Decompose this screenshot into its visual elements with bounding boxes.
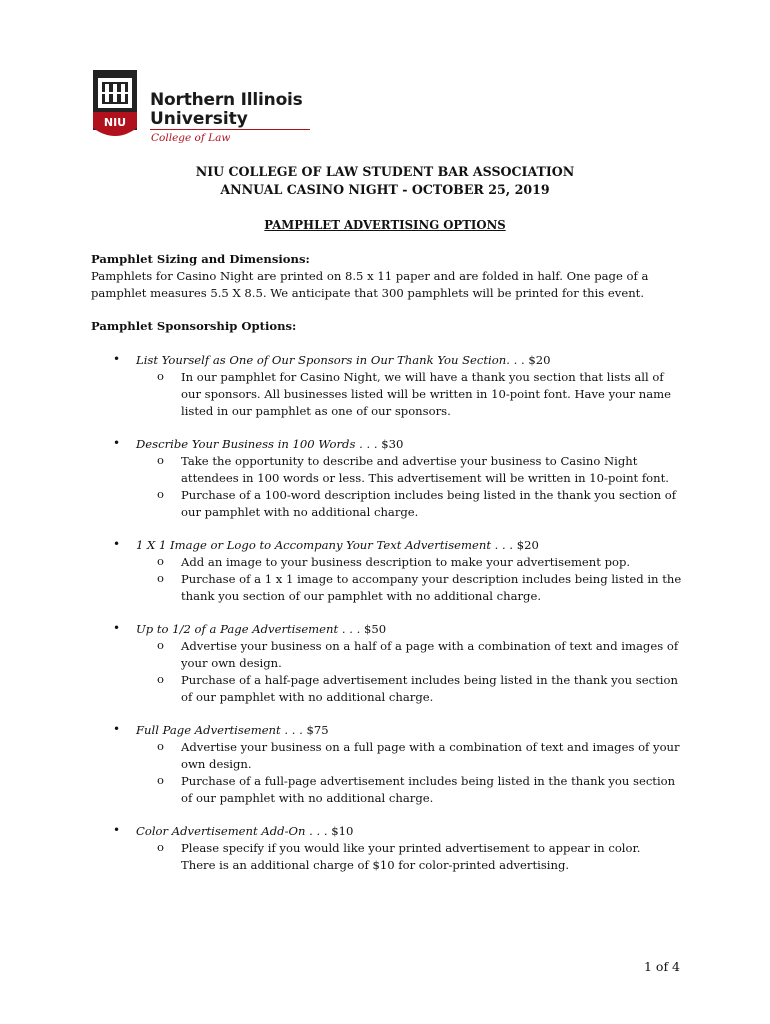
logo-divider xyxy=(150,129,310,130)
option-price: $20 xyxy=(524,353,551,367)
option-6-sub-1-line-1: Please specify if you would like your printed advertisement to appear in color. xyxy=(181,841,641,855)
option-title-text: Full Page Advertisement . . . xyxy=(136,723,303,737)
logo-line-1: Northern Illinois xyxy=(150,90,303,110)
sub-bullet-icon: o xyxy=(157,453,164,467)
option-1-sub-1-line-3: listed in our pamphlet as one of our sponsors. xyxy=(181,404,451,418)
document-subtitle: PAMPHLET ADVERTISING OPTIONS xyxy=(264,218,506,232)
bullet-icon: • xyxy=(113,537,121,551)
logo-line-3: College of Law xyxy=(151,132,231,144)
option-4-sub-1-line-2: your own design. xyxy=(181,656,282,670)
option-1-sub-1-line-2: our sponsors. All businesses listed will be written in 10-point font. Have your name xyxy=(181,387,672,401)
niu-tower-emblem xyxy=(90,70,146,142)
option-title-text: Describe Your Business in 100 Words . . . xyxy=(136,437,378,451)
option-6-title xyxy=(136,823,353,840)
bullet-icon: • xyxy=(113,352,121,366)
option-title-text: Color Advertisement Add-On . . . xyxy=(136,824,328,838)
document-title-line-2: ANNUAL CASINO NIGHT - OCTOBER 25, 2019 xyxy=(220,182,550,197)
option-5-title xyxy=(136,722,329,739)
option-6-sub-1-line-2: There is an additional charge of $10 for color-printed advertising. xyxy=(181,858,570,872)
bullet-icon: • xyxy=(113,722,121,736)
option-5-sub-1-line-1: Advertise your business on a full page with a combination of text and images of your xyxy=(181,740,680,754)
sub-bullet-icon: o xyxy=(157,487,164,501)
niu-logo xyxy=(90,70,320,148)
option-1-title xyxy=(136,352,550,369)
option-3-sub-2-line-1: Purchase of a 1 x 1 image to accompany your description includes being listed in the xyxy=(181,572,682,586)
option-price: $75 xyxy=(302,723,329,737)
sub-bullet-icon: o xyxy=(157,554,164,568)
option-2-sub-1-line-1: Take the opportunity to describe and advertise your business to Casino Night xyxy=(181,454,638,468)
option-2-sub-2-line-2: our pamphlet with no additional charge. xyxy=(181,505,419,519)
sub-bullet-icon: o xyxy=(157,369,164,383)
sub-bullet-icon: o xyxy=(157,739,164,753)
option-3-title xyxy=(136,537,539,554)
option-4-sub-2-line-2: of our pamphlet with no additional charge. xyxy=(181,690,434,704)
option-1-sub-1-line-1: In our pamphlet for Casino Night, we will have a thank you section that lists all of xyxy=(181,370,664,384)
option-2-sub-1-line-2: attendees in 100 words or less. This advertisement will be written in 10-point font. xyxy=(181,471,669,485)
sizing-text-line-1: Pamphlets for Casino Night are printed on 8.5 x 11 paper and are folded in half. One page of a xyxy=(91,269,649,283)
bullet-icon: • xyxy=(113,436,121,450)
option-5-sub-2-line-1: Purchase of a full-page advertisement includes being listed in the thank you section xyxy=(181,774,676,788)
sub-bullet-icon: o xyxy=(157,773,164,787)
option-5-sub-1-line-2: own design. xyxy=(181,757,252,771)
option-title-text: List Yourself as One of Our Sponsors in Our Thank You Section. . . xyxy=(136,353,525,367)
option-price: $20 xyxy=(513,538,539,552)
sub-bullet-icon: o xyxy=(157,571,164,585)
sizing-text-line-2: pamphlet measures 5.5 X 8.5. We anticipate that 300 pamphlets will be printed for this event. xyxy=(91,286,645,300)
logo-line-2: University xyxy=(150,109,248,129)
option-3-sub-2-line-2: thank you section of our pamphlet with no additional charge. xyxy=(181,589,542,603)
document-title-line-1: NIU COLLEGE OF LAW STUDENT BAR ASSOCIATION xyxy=(195,164,575,179)
option-4-title xyxy=(136,621,386,638)
option-4-sub-1-line-1: Advertise your business on a half of a page with a combination of text and images of xyxy=(181,639,679,653)
option-price: $10 xyxy=(327,824,354,838)
sub-bullet-icon: o xyxy=(157,638,164,652)
bullet-icon: • xyxy=(113,621,121,635)
svg-text:NIU: NIU xyxy=(103,116,127,129)
sub-bullet-icon: o xyxy=(157,840,164,854)
option-2-title xyxy=(136,436,403,453)
option-price: $30 xyxy=(377,437,404,451)
option-title-text: Up to 1/2 of a Page Advertisement . . . xyxy=(136,622,361,636)
page-number: 1 of 4 xyxy=(644,959,681,974)
bullet-icon: • xyxy=(113,823,121,837)
option-4-sub-2-line-1: Purchase of a half-page advertisement includes being listed in the thank you section xyxy=(181,673,678,687)
option-3-sub-1-line-1: Add an image to your business description to make your advertisement pop. xyxy=(181,555,631,569)
option-5-sub-2-line-2: of our pamphlet with no additional charge. xyxy=(181,791,434,805)
sponsorship-heading: Pamphlet Sponsorship Options: xyxy=(91,319,297,333)
option-title-text: 1 X 1 Image or Logo to Accompany Your Text Advertisement . . . xyxy=(136,538,514,552)
sub-bullet-icon: o xyxy=(157,672,164,686)
option-price: $50 xyxy=(360,622,387,636)
sizing-heading: Pamphlet Sizing and Dimensions: xyxy=(91,252,310,266)
option-2-sub-2-line-1: Purchase of a 100-word description includes being listed in the thank you section of xyxy=(181,488,677,502)
